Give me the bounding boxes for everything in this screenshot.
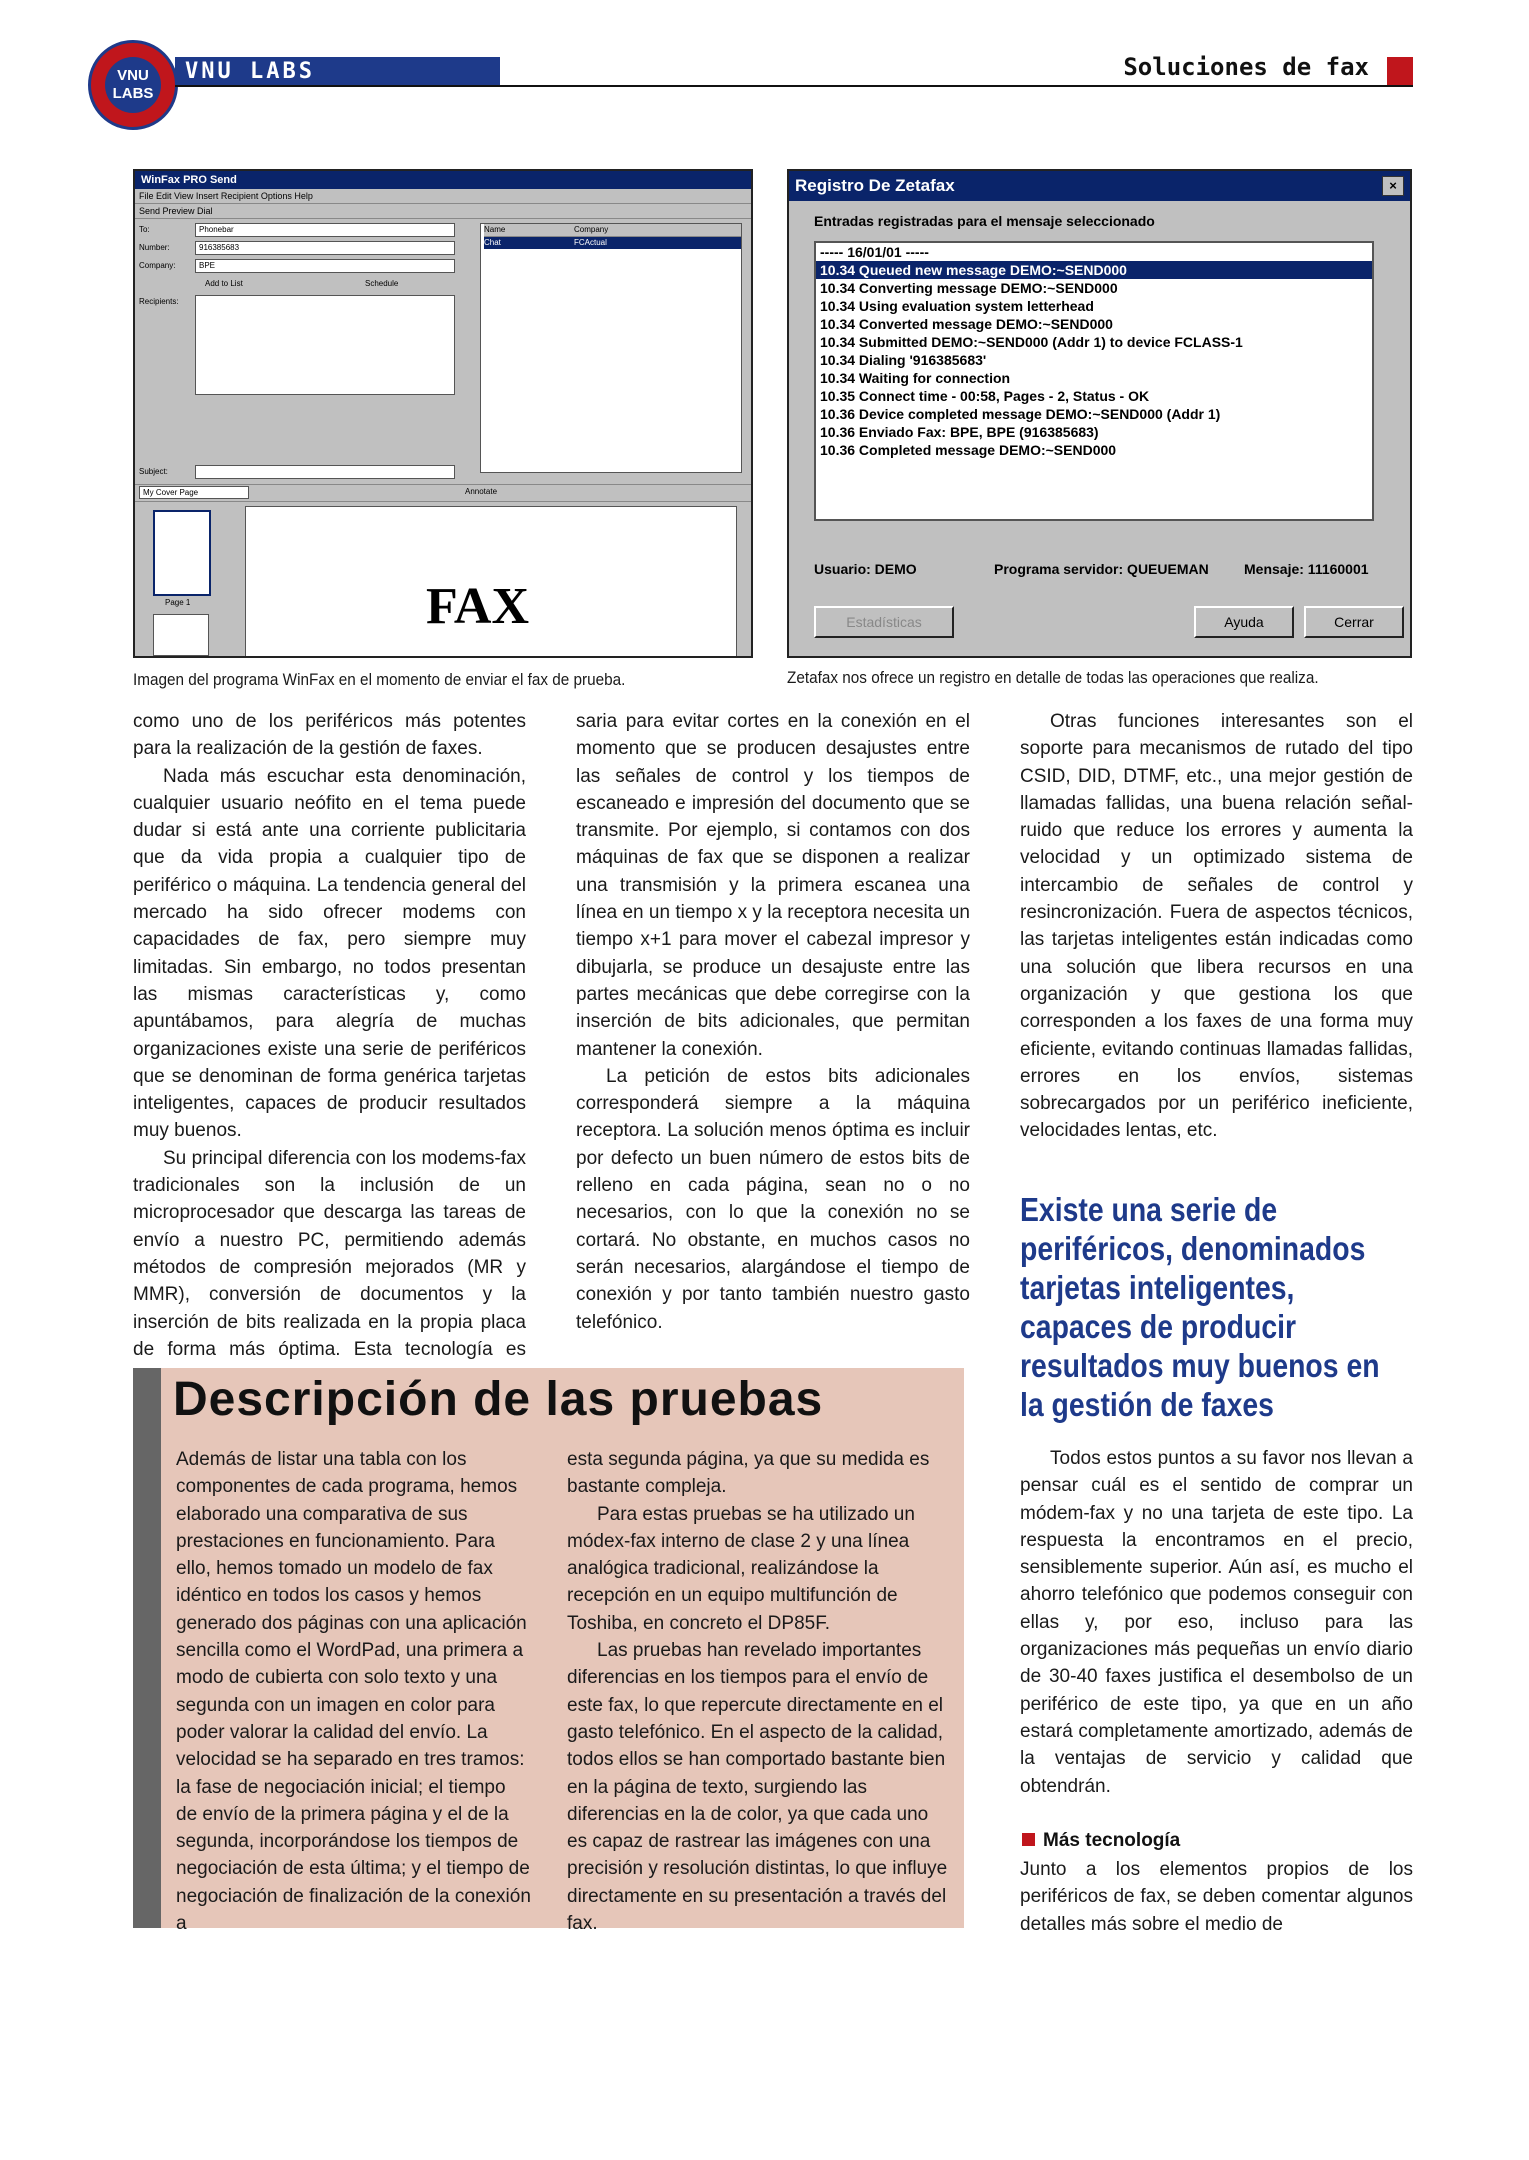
winfax-toolbar: Send Preview Dial xyxy=(135,204,751,219)
pull-quote: Existe una serie de periféricos, denominados tarjetas inteligentes, capaces de producir resultados muy buenos en la gestión de faxes xyxy=(1020,1191,1380,1423)
thumb-label: Page 1 xyxy=(165,598,191,607)
sidebar-box-bar xyxy=(133,1368,161,1928)
column-2 xyxy=(576,708,970,1336)
winfax-form xyxy=(135,219,751,484)
caption-zetafax: Zetafax nos ofrece un registro en detalle de todas las operaciones que realiza. xyxy=(787,668,1319,687)
subject-label: Subject: xyxy=(139,467,168,476)
winfax-preview xyxy=(135,502,751,658)
fax-preview-text: FAX xyxy=(426,578,530,635)
page-thumbnail[interactable] xyxy=(153,510,211,596)
schedule-button[interactable]: Schedule xyxy=(365,279,399,288)
phonebook-list[interactable] xyxy=(480,223,742,473)
col3c-paragraph: Junto a los elementos propios de los periféricos de fax, se deben comentar algunos detalles más sobre el medio de xyxy=(1020,1859,1413,1935)
close-icon[interactable]: × xyxy=(1382,176,1404,196)
log-entry[interactable]: 10.36 Device completed message DEMO:~SEND000 (Addr 1) xyxy=(820,406,1221,422)
zetafax-titlebar xyxy=(789,171,1410,201)
column-3 xyxy=(1020,708,1413,1145)
company-field[interactable]: BPE xyxy=(195,259,455,273)
log-entry[interactable]: 10.34 Using evaluation system letterhead xyxy=(820,298,1094,314)
column-1 xyxy=(133,708,526,1390)
recipients-list[interactable] xyxy=(195,295,455,395)
logo-text-top: VNU xyxy=(117,67,149,84)
subhead-text: Más tecnología xyxy=(1043,1830,1181,1851)
box-column-left xyxy=(176,1446,531,1937)
number-field[interactable]: 916385683 xyxy=(195,241,455,255)
winfax-title: WinFax PRO Send xyxy=(135,171,751,189)
box-paragraph: Además de listar una tabla con los componentes de cada programa, hemos elaborado una comparativa de sus prestaciones en funcionamiento. Para ello, hemos tomado un modelo de fax idéntico en todos los casos y hemos generado dos páginas con una aplicación sencilla como el WordPad, una primera a modo de cubierta con solo texto y una segunda con un imagen en color para poder valorar la calidad del envío. La velocidad se ha separado en tres tramos: la fase de negociación inicial; el tiempo de envío de la primera página y el de la segunda, incorporándose los tiempos de negociación de esta última; y el tiempo de negociación de finalización de la conexión a xyxy=(176,1449,531,1935)
header-red-square xyxy=(1387,57,1413,85)
col2-paragraph: saria para evitar cortes en la conexión en el momento que se producen desajustes entre las señales de control y los tiempos de escaneado e impresión del documento que se transmite. Por ejemplo, si contamos con dos máquinas de fax que se disponen a realizar una transmisión y la primera escanea una línea en un tiempo x y la receptora necesita un tiempo x+1 para mover el cabezal impresor y dibujarla, se produce un desajuste entre las partes mecánicas que debe corregirse con la inserción de bits adicionales, que permitan mantener la conexión. xyxy=(576,711,970,1060)
log-entry[interactable]: ----- 16/01/01 ----- xyxy=(820,244,929,260)
message-label: Mensaje: 11160001 xyxy=(1244,561,1369,577)
zetafax-screenshot xyxy=(787,169,1412,658)
box-title: Descripción de las pruebas xyxy=(173,1373,824,1426)
log-entry[interactable]: 10.34 Dialing '916385683' xyxy=(820,352,987,368)
subhead-square xyxy=(1022,1833,1035,1846)
cover-page-select[interactable]: My Cover Page xyxy=(139,486,249,499)
winfax-screenshot xyxy=(133,169,753,658)
user-label: Usuario: DEMO xyxy=(814,561,917,577)
zetafax-log-list[interactable] xyxy=(814,241,1374,521)
logo-badge xyxy=(105,57,161,113)
winfax-cover-bar xyxy=(135,484,751,502)
header-brand: VNU LABS xyxy=(185,59,315,84)
section-title: Soluciones de fax xyxy=(1123,53,1369,81)
box-paragraph: Para estas pruebas se ha utilizado un módex-fax interno de clase 2 y una línea analógica tradicional, realizándose la recepción en un equipo multifunción de Toshiba, en concreto el DP85F. xyxy=(567,1503,915,1634)
statistics-button[interactable]: Estadísticas xyxy=(814,606,954,638)
log-entry[interactable]: 10.34 Converting message DEMO:~SEND000 xyxy=(820,280,1118,296)
box-paragraph: esta segunda página, ya que su medida es bastante compleja. xyxy=(567,1449,930,1498)
annotate-button[interactable]: Annotate xyxy=(465,487,498,496)
col2-paragraph: La petición de estos bits adicionales corresponderá siempre a la máquina receptora. La solución menos óptima es incluir por defecto un buen número de estos bits de relleno en cada página, sean no o no necesarios, con lo que la conexión no se cortará. No obstante, en muchos casos no serán necesarios, alargándose el tiempo de conexión y por tanto también nuestro gasto telefónico. xyxy=(576,1065,970,1333)
recipients-label: Recipients: xyxy=(139,297,179,306)
box-paragraph: Las pruebas han revelado importantes diferencias en los tiempos para el envío de este fax, lo que repercute directamente en el gasto telefónico. En el aspecto de la calidad, todos ellos se han comportado bastante bien en la página de texto, surgiendo las diferencias en la de color, ya que cada uno es capaz de rastrear las imágenes con una precisión y resolución distintas, lo que influye directamente en su presentación a través del fax. xyxy=(567,1640,948,1935)
col1-paragraph: como uno de los periféricos más potentes para la realización de la gestión de faxes. xyxy=(133,711,526,760)
to-field[interactable]: Phonebar xyxy=(195,223,455,237)
to-label: To: xyxy=(139,225,150,234)
col3b-paragraph: Todos estos puntos a su favor nos llevan a pensar cuál es el sentido de comprar un módem-fax y no una tarjeta de este tipo. La respuesta la encontramos en el precio, sensiblemente superior. Aún así, es mucho el ahorro telefónico que podemos conseguir con ellas y, por eso, incluso para las organizaciones más pequeñas un envío diario de 30-40 faxes justifica el desembolso de un periférico de este tipo, ya que en un año estará completamente amortizado, además de la ventajas de servicio y calidad que obtendrán. xyxy=(1020,1448,1413,1797)
fax-preview-page xyxy=(245,506,737,658)
number-label: Number: xyxy=(139,243,170,252)
col1-paragraph: Nada más escuchar esta denominación, cualquier usuario neófito en el tema puede dudar si está ante una corriente publicitaria que da vida propia a cualquier tipo de periférico o máquina. La tendencia general del mercado ha sido ofrecer modems con capacidades de fax, pero siempre muy limitadas. Sin embargo, no todos presentan las mismas características y, como apuntábamos, para alegría de muchas organizaciones existe una serie de periféricos que se denominan de forma genérica tarjetas inteligentes, capaces de producir resultados muy buenos. xyxy=(133,765,526,1142)
log-entry[interactable]: 10.36 Completed message DEMO:~SEND000 xyxy=(820,442,1117,458)
subhead-mas-tecnologia xyxy=(1022,1830,1180,1852)
list-name[interactable]: Chat xyxy=(484,238,501,247)
header-rule xyxy=(175,85,1413,87)
box-column-right xyxy=(567,1446,952,1937)
log-entry[interactable]: 10.34 Converted message DEMO:~SEND000 xyxy=(820,316,1113,332)
company-label: Company: xyxy=(139,261,176,270)
list-company[interactable]: FCActual xyxy=(574,238,607,247)
log-entry[interactable]: 10.34 Queued new message DEMO:~SEND000 xyxy=(816,261,1372,279)
col3-paragraph: Otras funciones interesantes son el soporte para mecanismos de rutado del tipo CSID, DID, DTMF, etc., una mejor gestión de llamadas fallidas, una buena relación señal-ruido que reduce los errores y aumenta la velocidad y un optimizado sistema de intercambio de señales de control y resincronización. Fuera de aspectos técnicos, las tarjetas inteligentes están indicadas como una solución que libera recursos en una organización y que gestiona los que corresponden a los faxes de una forma muy eficiente, evitando continuas llamadas fallidas, errores en los envíos, sistemas sobrecargados por un periférico ineficiente, velocidades lentas, etc. xyxy=(1020,711,1413,1142)
caption-winfax: Imagen del programa WinFax en el momento de enviar el fax de prueba. xyxy=(133,670,626,689)
server-label: Programa servidor: QUEUEMAN xyxy=(994,561,1209,577)
vnu-labs-logo xyxy=(88,40,178,130)
help-button[interactable]: Ayuda xyxy=(1194,606,1294,638)
log-entry[interactable]: 10.36 Enviado Fax: BPE, BPE (916385683) xyxy=(820,424,1099,440)
col1-paragraph: Su principal diferencia con los modems-fax tradicionales son la inclusión de un microprocesador que descarga las tareas de envío a nuestro PC, permitiendo además métodos de compresión mejorados (MR y MMR), conversión de documentos y la inserción de bits realizada en la propia placa de forma más óptima. Esta tecnología es xyxy=(133,1147,526,1360)
col-company[interactable]: Company xyxy=(574,225,609,234)
entries-label: Entradas registradas para el mensaje seleccionado xyxy=(814,213,1155,229)
close-button[interactable]: Cerrar xyxy=(1304,606,1404,638)
log-entry[interactable]: 10.34 Waiting for connection xyxy=(820,370,1011,386)
page-thumbnail-2[interactable] xyxy=(153,614,209,656)
winfax-menubar: File Edit View Insert Recipient Options Help xyxy=(135,189,751,204)
add-to-list-button[interactable]: Add to List xyxy=(205,279,243,288)
column-3b xyxy=(1020,1445,1413,1800)
logo-text-bottom: LABS xyxy=(112,85,154,102)
log-entry[interactable]: 10.35 Connect time - 00:58, Pages - 2, Status - OK xyxy=(820,388,1150,404)
zetafax-title: Registro De Zetafax xyxy=(795,176,955,195)
log-entry[interactable]: 10.34 Submitted DEMO:~SEND000 (Addr 1) to device FCLASS-1 xyxy=(820,334,1243,350)
col-name[interactable]: Name xyxy=(484,225,506,234)
subject-field[interactable] xyxy=(195,465,455,479)
header-brand-bar xyxy=(175,57,500,85)
